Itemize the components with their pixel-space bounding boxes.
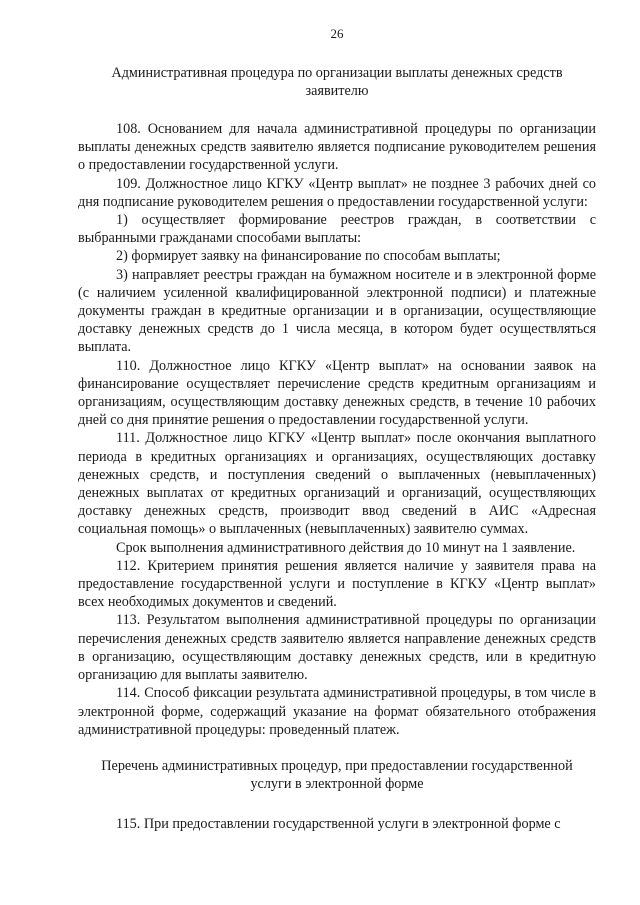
paragraph-115: 115. При предоставлении государственной услуги в электронной форме с [116, 815, 561, 832]
paragraph-112: 112. Критерием принятия решения является наличие у заявителя права на предоставление государственной услуги и поступление в КГКУ «Центр выплат» всех необходимых документов и сведений. [78, 557, 596, 611]
page-number: 26 [330, 26, 344, 41]
paragraph-110: 110. Должностное лицо КГКУ «Центр выплат» на основании заявок на финансирование осуществляет перечисление средств кредитным организациям и организациям, осуществляющим доставку денежных средств, в течение 10 рабочих дней со дня принятие решения о предоставлении государственной услуги. [78, 357, 596, 429]
paragraph-114: 114. Способ фиксации результата административной процедуры, в том числе в электронной форме, содержащий указание на формат обязательного отображения административной процедуры: проведенный платеж. [78, 685, 596, 738]
section-heading-electronic-procedures: Перечень административных процедур, при предоставлении государственной услуги в электронной форме [101, 757, 573, 792]
section-heading-payment-procedure: Административная процедура по организации выплаты денежных средств заявителю [111, 65, 563, 99]
paragraph-108: 108. Основанием для начала административной процедуры по организации выплаты денежных средств заявителю является подписание руководителем решения о предоставлении государственной услуги. [78, 121, 596, 174]
paragraph-113: 113. Результатом выполнения административной процедуры по организации перечисления денежных средств заявителю является направление денежных средств в организацию, осуществляющим доставку денежных средств, или в кредитную организацию для выплаты заявителю. [78, 612, 596, 684]
section-body-payment-procedure [78, 120, 596, 739]
paragraph-109-item-2: 2) формирует заявку на финансирование по способам выплаты; [116, 248, 501, 265]
paragraph-111: 111. Должностное лицо КГКУ «Центр выплат» после окончания выплатного периода в кредитных организациях и организациях, осуществляющих доставку денежных средств, и поступления сведений о выплаченных (невыплаченных) денежных выплатах от кредитных организаций и организаций, осуществляющих доставку денежных средств, производит ввод сведений в АИС «Адресная социальная помощь» о выплаченных (невыплаченных) заявителю суммах. [78, 430, 596, 538]
paragraph-109-item-3: 3) направляет реестры граждан на бумажном носителе и в электронной форме (с наличием усиленной квалифицированной электронной подписи) и платежные документы граждан в кредитные организации и в организации, осуществляющие доставку денежных средств до 1 числа месяца, в котором будет осуществляться выплата. [78, 266, 596, 356]
paragraph-109: 109. Должностное лицо КГКУ «Центр выплат» не позднее 3 рабочих дней со дня подписание руководителем решения о предоставлении государственной услуги: [78, 175, 596, 210]
paragraph-109-item-1: 1) осуществляет формирование реестров граждан, в соответствии с выбранными гражданами способами выплаты: [78, 212, 596, 247]
section-body-electronic-procedures [78, 815, 596, 833]
paragraph-deadline: Срок выполнения административного действия до 10 минут на 1 заявление. [116, 539, 576, 556]
